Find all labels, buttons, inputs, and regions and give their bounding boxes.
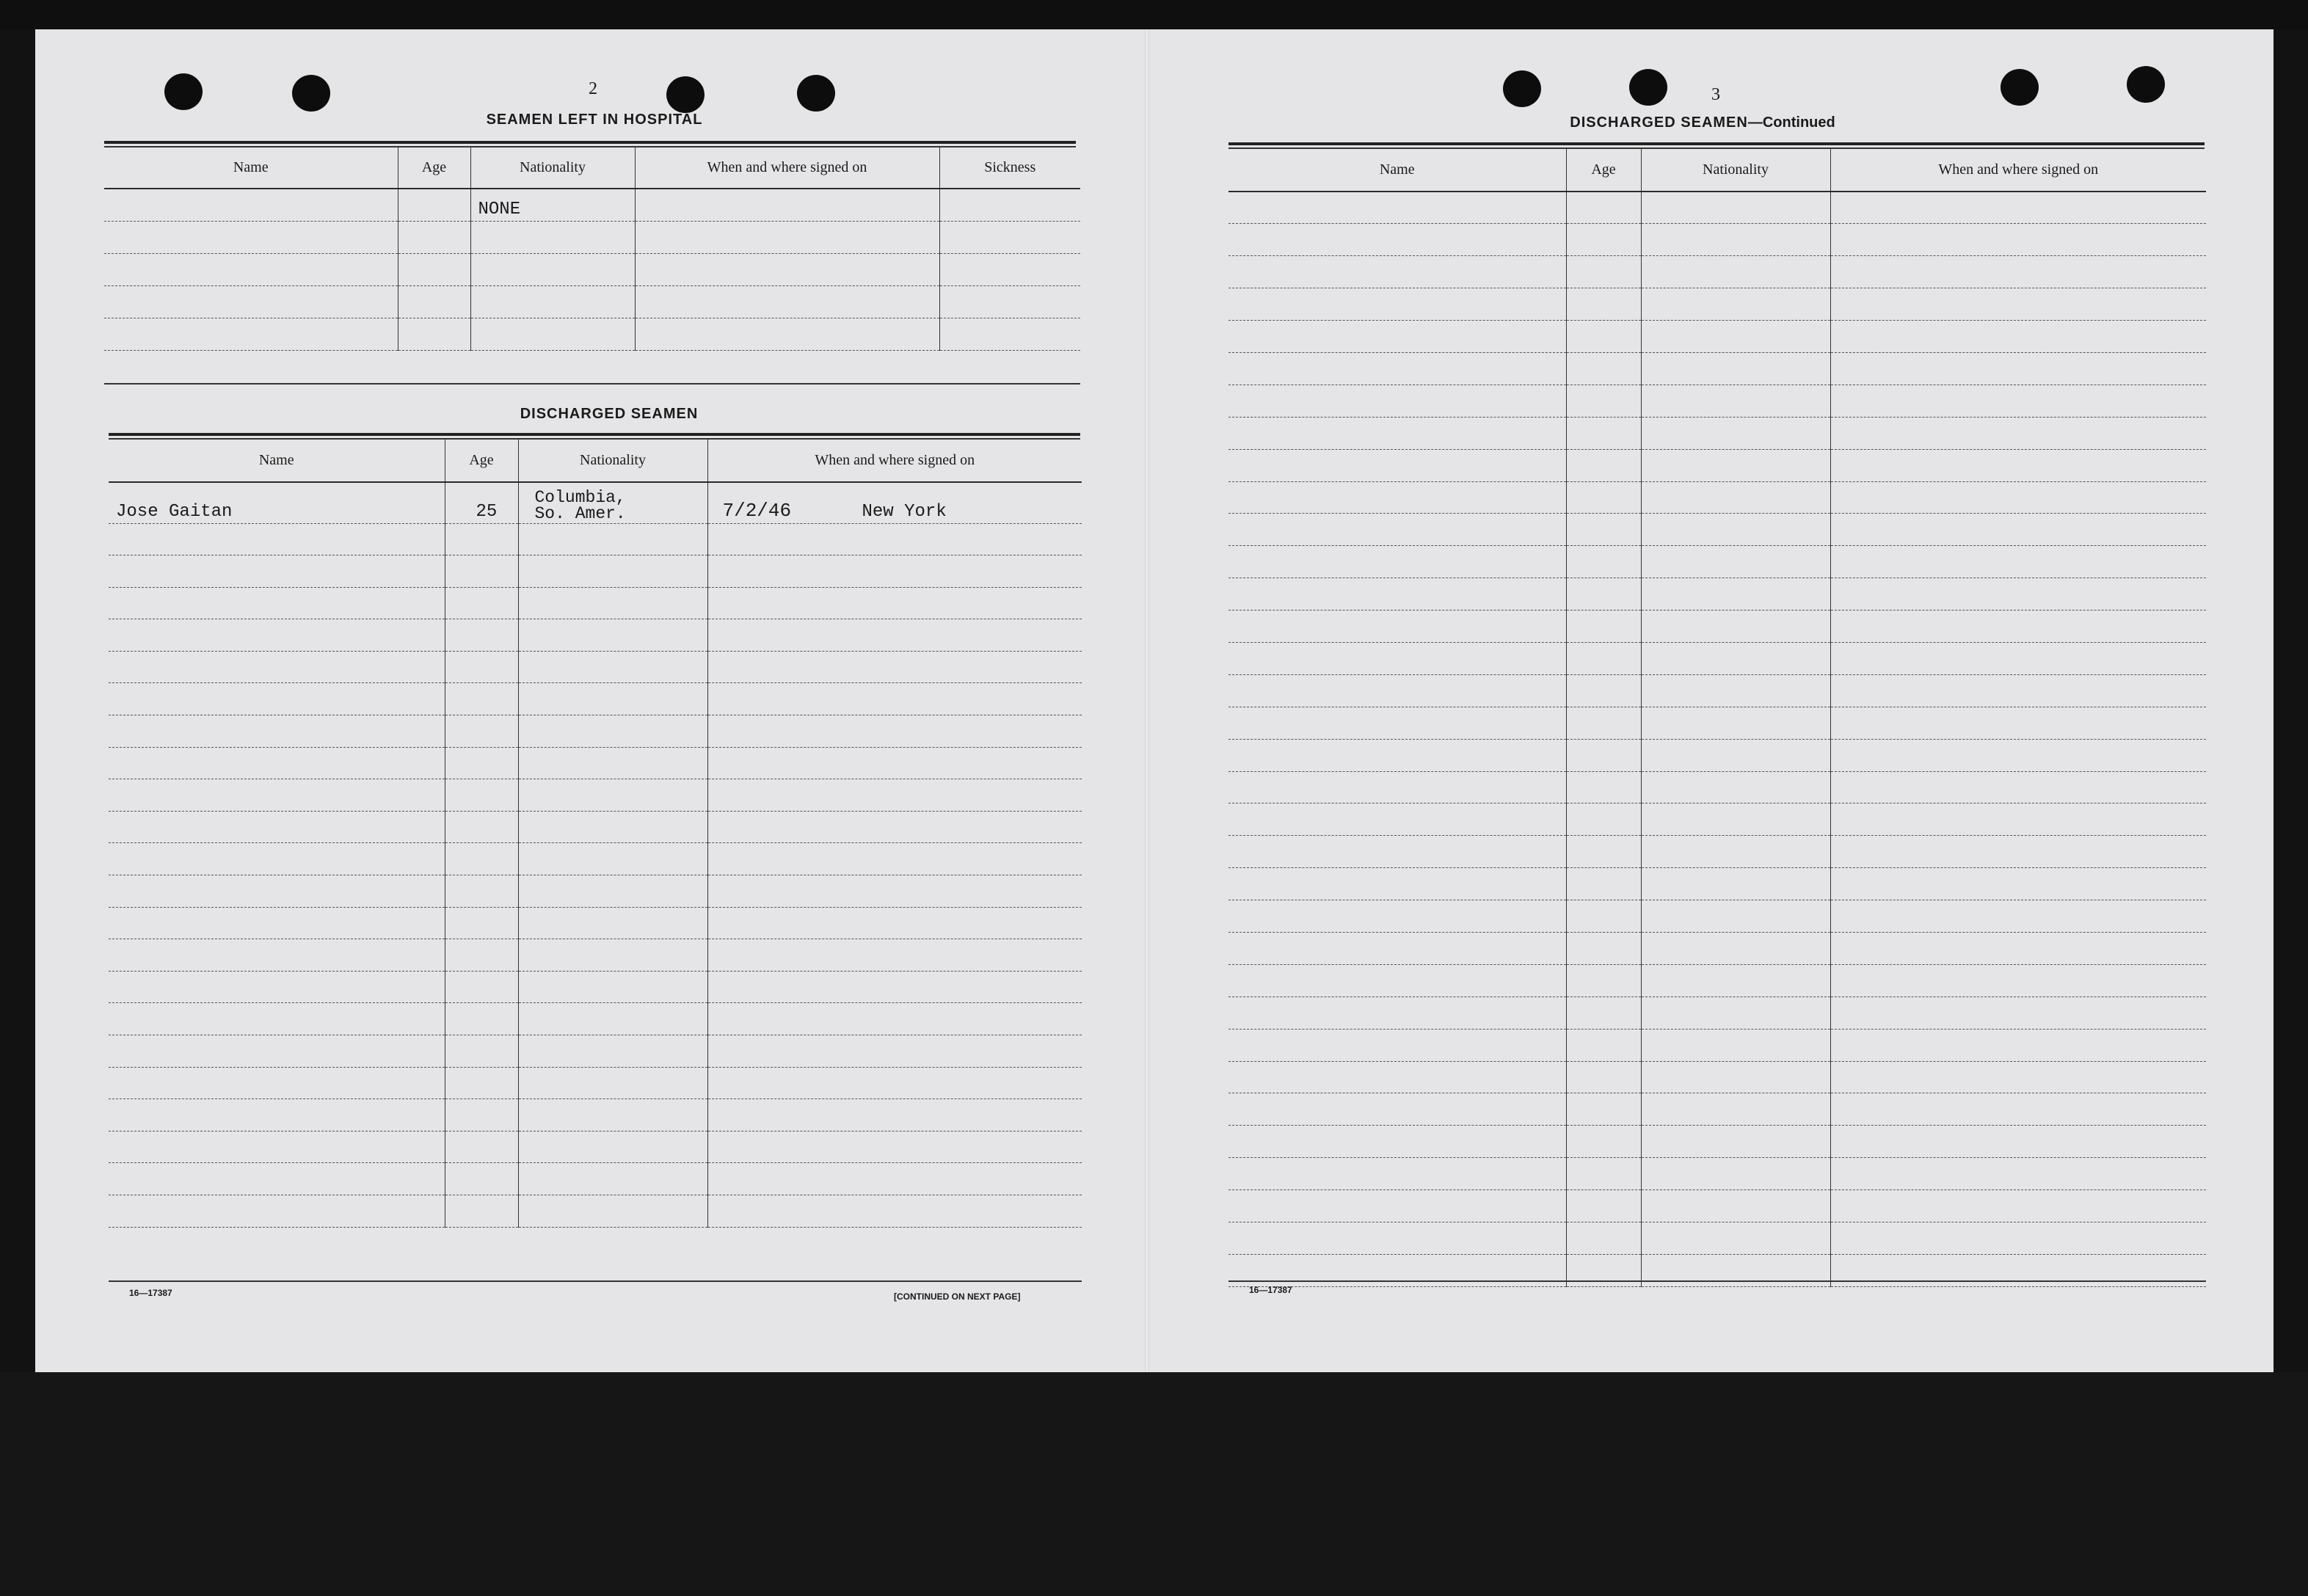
punch-hole <box>2001 69 2039 106</box>
col-header-nationality: Nationality <box>1641 149 1830 192</box>
discharged-continued-title <box>1512 114 1893 131</box>
table-row <box>1228 578 2206 611</box>
table-row <box>1228 385 2206 417</box>
table-row <box>1228 996 2206 1029</box>
table-row <box>1228 192 2206 224</box>
page-number-right: 3 <box>1711 85 1720 104</box>
scan-background-top <box>0 0 2308 29</box>
table-row <box>109 587 1082 619</box>
table-row <box>1228 964 2206 996</box>
punch-hole <box>1629 69 1667 106</box>
discharged-top-rule <box>109 433 1080 436</box>
table-row <box>1228 352 2206 385</box>
continued-bottom-rule <box>1228 1280 2206 1282</box>
table-row <box>1228 1190 2206 1222</box>
table-row <box>109 555 1082 588</box>
seaman-signed-on <box>707 482 1082 523</box>
table-row <box>1228 546 2206 578</box>
hospital-table <box>104 147 1080 351</box>
table-row <box>109 971 1082 1003</box>
continued-note: [CONTINUED ON NEXT PAGE] <box>894 1291 1021 1302</box>
table-row <box>1228 674 2206 707</box>
col-header-nationality: Nationality <box>470 147 635 189</box>
col-header-nationality: Nationality <box>518 440 707 482</box>
table-row <box>109 715 1082 748</box>
col-header-signed-on: When and where signed on <box>707 440 1082 482</box>
table-row <box>1228 611 2206 643</box>
table-row <box>109 683 1082 715</box>
table-row <box>1228 707 2206 739</box>
table-row <box>109 1099 1082 1132</box>
table-row <box>109 1067 1082 1099</box>
table-row <box>104 253 1080 285</box>
punch-hole <box>164 73 203 110</box>
col-header-signed-on: When and where signed on <box>1830 149 2206 192</box>
col-header-sickness: Sickness <box>939 147 1080 189</box>
signed-place: New York <box>862 501 947 522</box>
col-header-name: Name <box>109 440 445 482</box>
discharged-table <box>109 440 1082 1228</box>
table-row <box>109 843 1082 875</box>
nationality-line-2: So. Amer. <box>534 503 626 523</box>
cell <box>398 189 470 221</box>
seaman-nationality <box>518 482 707 523</box>
hospital-none-entry: NONE <box>470 189 635 221</box>
hospital-top-rule <box>104 141 1076 144</box>
punch-hole <box>797 75 835 112</box>
table-row <box>104 318 1080 350</box>
punch-hole <box>666 76 705 113</box>
table-row <box>104 189 1080 221</box>
table-row <box>109 1195 1082 1227</box>
table-row <box>109 651 1082 683</box>
col-header-name: Name <box>1228 149 1566 192</box>
table-row <box>1228 321 2206 353</box>
table-row <box>109 1131 1082 1163</box>
punch-hole <box>2127 66 2165 103</box>
discharged-continued-title-suffix: —Continued <box>1747 114 1835 131</box>
table-row <box>109 1003 1082 1035</box>
table-row <box>1228 514 2206 546</box>
table-row <box>1228 224 2206 256</box>
table-row <box>1228 256 2206 288</box>
table-row <box>104 285 1080 318</box>
discharged-continued-title-main: DISCHARGED SEAMEN <box>1570 114 1748 131</box>
col-header-age: Age <box>1566 149 1641 192</box>
table-row <box>109 1163 1082 1195</box>
table-row <box>109 523 1082 555</box>
signed-date: 7/2/46 <box>722 499 792 522</box>
table-row <box>1228 1222 2206 1255</box>
scan-background-bottom <box>0 1372 2308 1596</box>
hospital-section-title: SEAMEN LEFT IN HOSPITAL <box>486 112 703 128</box>
table-row <box>109 779 1082 812</box>
table-row <box>1228 771 2206 804</box>
discharged-continued-table <box>1228 149 2206 1287</box>
table-row <box>109 939 1082 972</box>
form-number-right: 16—17387 <box>1249 1285 1292 1295</box>
continued-top-rule <box>1228 142 2205 145</box>
form-number-left: 16—17387 <box>129 1288 172 1298</box>
cell <box>104 189 398 221</box>
table-row <box>1228 642 2206 674</box>
col-header-age: Age <box>445 440 518 482</box>
table-row <box>1228 739 2206 771</box>
table-row <box>1228 1126 2206 1158</box>
table-row <box>1228 1158 2206 1190</box>
discharged-bottom-rule <box>109 1280 1082 1282</box>
table-row <box>1228 932 2206 964</box>
table-row <box>109 619 1082 652</box>
table-row <box>1228 449 2206 481</box>
page-fold <box>1145 29 1149 1372</box>
table-row <box>1228 288 2206 321</box>
cell <box>939 189 1080 221</box>
punch-hole <box>292 75 330 112</box>
seaman-age: 25 <box>445 482 518 523</box>
col-header-age: Age <box>398 147 470 189</box>
table-row <box>1228 1029 2206 1061</box>
cell <box>635 189 939 221</box>
table-row <box>1228 836 2206 868</box>
table-row <box>1228 1254 2206 1286</box>
discharged-section-title: DISCHARGED SEAMEN <box>520 406 699 422</box>
table-row <box>1228 1061 2206 1093</box>
table-row <box>1228 1093 2206 1126</box>
col-header-name: Name <box>104 147 398 189</box>
table-row <box>109 811 1082 843</box>
table-row <box>1228 481 2206 514</box>
nationality-line-1: Columbia, <box>534 487 626 507</box>
table-row <box>109 875 1082 908</box>
table-row <box>104 221 1080 253</box>
page-number-left: 2 <box>589 79 597 98</box>
table-row <box>1228 868 2206 900</box>
table-row <box>1228 417 2206 449</box>
table-row <box>1228 804 2206 836</box>
table-row <box>109 907 1082 939</box>
col-header-signed-on: When and where signed on <box>635 147 939 189</box>
hospital-bottom-rule <box>104 383 1080 385</box>
table-row <box>1228 900 2206 933</box>
table-row <box>109 482 1082 523</box>
table-row <box>109 747 1082 779</box>
seaman-name: Jose Gaitan <box>109 482 445 523</box>
table-row <box>109 1035 1082 1068</box>
punch-hole <box>1503 70 1541 107</box>
